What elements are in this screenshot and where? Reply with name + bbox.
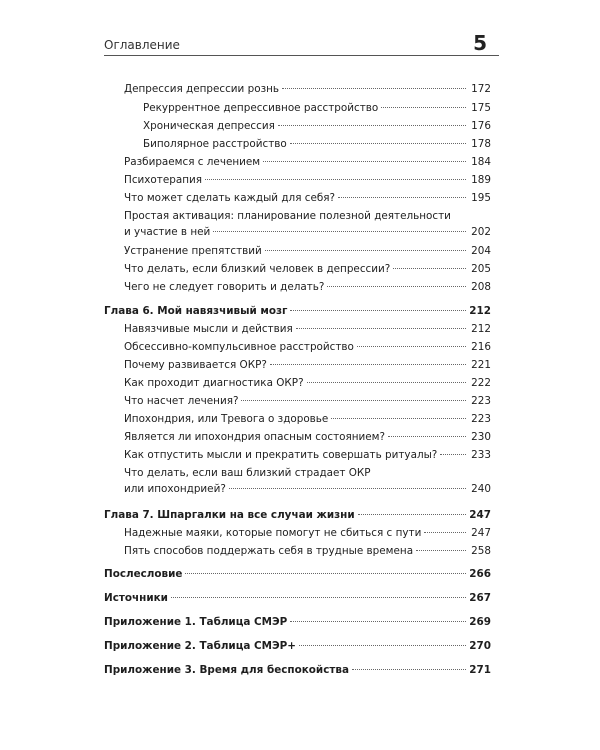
toc-entry-title: Простая активация: планирование полезной деятельности [124, 210, 451, 222]
toc-entry-page: 221 [471, 359, 491, 371]
toc-entry-page: 267 [469, 592, 491, 604]
toc-chapter-title: Приложение 1. Таблица СМЭР [104, 616, 288, 628]
toc-entry [124, 411, 491, 427]
dot-leader [185, 573, 466, 574]
toc-entry-page: 212 [469, 305, 491, 317]
toc-entry [124, 429, 491, 445]
toc-entry [124, 208, 491, 240]
dot-leader [357, 346, 466, 347]
toc-entry [124, 81, 491, 97]
toc-entry-title: Пять способов поддержать себя в трудные времена [124, 545, 414, 557]
dot-leader [241, 400, 466, 401]
toc-entry-page: 270 [469, 640, 491, 652]
dot-leader [213, 231, 466, 232]
toc-chapter-entry [104, 590, 491, 606]
dot-leader [265, 250, 466, 251]
dot-leader [296, 328, 466, 329]
dot-leader [278, 125, 466, 126]
toc-chapter-title: Приложение 3. Время для беспокойства [104, 664, 349, 676]
page-number: 5 [473, 31, 487, 55]
toc-entry-title: Является ли ипохондрия опасным состоянием? [124, 431, 386, 443]
dot-leader [290, 310, 466, 311]
toc-chapter-entry [104, 566, 491, 582]
dot-leader [331, 418, 466, 419]
toc-entry [124, 321, 491, 337]
dot-leader [388, 436, 466, 437]
toc-entry-page: 223 [471, 413, 491, 425]
toc-entry-page: 230 [471, 431, 491, 443]
toc-entry-page: 271 [469, 664, 491, 676]
toc-entry [124, 243, 491, 259]
toc-entry-title: Чего не следует говорить и делать? [124, 281, 325, 293]
toc-chapter-entry [104, 638, 491, 654]
toc-entry-title: Ипохондрия, или Тревога о здоровье [124, 413, 329, 425]
toc-entry [124, 543, 491, 559]
toc-entry [143, 118, 491, 134]
toc-entry [143, 136, 491, 152]
dot-leader [270, 364, 466, 365]
toc-entry [124, 339, 491, 355]
toc-entry-page: 247 [471, 527, 491, 539]
toc-entry-title: Психотерапия [124, 174, 202, 186]
dot-leader [327, 286, 466, 287]
toc-entry-title: Хроническая депрессия [143, 120, 275, 132]
toc-entry-page: 233 [471, 449, 491, 461]
dot-leader [440, 454, 466, 455]
toc-entry-page: 240 [471, 483, 491, 495]
toc-entry-page: 205 [471, 263, 491, 275]
toc-entry-page: 175 [471, 102, 491, 114]
toc-entry [124, 525, 491, 541]
toc-entry-title: Разбираемся с лечением [124, 156, 261, 168]
toc-entry-title: Рекуррентное депрессивное расстройство [143, 102, 379, 114]
toc-entry [124, 172, 491, 188]
toc-chapter-entry [104, 507, 491, 523]
toc-entry-title: Как отпустить мысли и прекратить совершать ритуалы? [124, 449, 438, 461]
dot-leader [263, 161, 466, 162]
toc-entry [124, 357, 491, 373]
toc-entry-title-cont: или ипохондрией? [124, 483, 226, 495]
toc-chapter-title: Послесловие [104, 568, 183, 580]
dot-leader [352, 669, 466, 670]
toc-entry-page: 266 [469, 568, 491, 580]
toc-entry-page: 184 [471, 156, 491, 168]
toc-entry [124, 154, 491, 170]
toc-entry [124, 447, 491, 463]
toc-entry-title: Устранение препятствий [124, 245, 262, 257]
toc-entry-page: 176 [471, 120, 491, 132]
toc-entry-page: 172 [471, 83, 491, 95]
dot-leader [282, 88, 466, 89]
toc-entry [124, 375, 491, 391]
dot-leader [416, 550, 466, 551]
toc-entry-title: Биполярное расстройство [143, 138, 287, 150]
running-head: Оглавление [104, 38, 180, 52]
toc-entry [143, 100, 491, 116]
dot-leader [307, 382, 466, 383]
toc-entry-title: Почему развивается ОКР? [124, 359, 267, 371]
toc-entry [124, 465, 491, 497]
toc-entry-title: Что делать, если близкий человек в депрессии? [124, 263, 391, 275]
toc-entry-page: 189 [471, 174, 491, 186]
toc-chapter-entry [104, 303, 491, 319]
toc-entry-page: 212 [471, 323, 491, 335]
toc-entry-page: 269 [469, 616, 491, 628]
dot-leader [229, 488, 466, 489]
toc-chapter-title: Приложение 2. Таблица СМЭР+ [104, 640, 296, 652]
toc-entry-title: Надежные маяки, которые помогут не сбиться с пути [124, 527, 422, 539]
dot-leader [205, 179, 466, 180]
toc-entry-page: 247 [469, 509, 491, 521]
toc-entry-page: 222 [471, 377, 491, 389]
toc-entry-page: 195 [471, 192, 491, 204]
toc-entry-page: 202 [471, 226, 491, 238]
dot-leader [424, 532, 466, 533]
toc-entry-page: 223 [471, 395, 491, 407]
toc-entry-page: 258 [471, 545, 491, 557]
toc-entry [124, 261, 491, 277]
dot-leader [290, 143, 466, 144]
toc-entry-title: Что делать, если ваш близкий страдает ОКР [124, 467, 371, 479]
toc-chapter-title: Глава 6. Мой навязчивый мозг [104, 305, 288, 317]
toc-entry [124, 190, 491, 206]
toc-chapter-entry [104, 662, 491, 678]
toc-entry-page: 178 [471, 138, 491, 150]
dot-leader [393, 268, 466, 269]
toc-entry-title: Навязчивые мысли и действия [124, 323, 293, 335]
dot-leader [171, 597, 466, 598]
toc-chapter-title: Глава 7. Шпаргалки на все случаи жизни [104, 509, 355, 521]
toc-entry-title: Что насчет лечения? [124, 395, 239, 407]
toc-entry [124, 393, 491, 409]
toc-entry-title-cont: и участие в ней [124, 226, 211, 238]
toc-entry-title: Что может сделать каждый для себя? [124, 192, 336, 204]
dot-leader [338, 197, 466, 198]
dot-leader [290, 621, 466, 622]
toc-entry-title: Депрессия депрессии рознь [124, 83, 280, 95]
toc-chapter-entry [104, 614, 491, 630]
toc-entry [124, 279, 491, 295]
toc-entry-title: Как проходит диагностика ОКР? [124, 377, 304, 389]
dot-leader [381, 107, 466, 108]
toc-entry-page: 208 [471, 281, 491, 293]
dot-leader [299, 645, 466, 646]
toc-chapter-title: Источники [104, 592, 168, 604]
dot-leader [358, 514, 466, 515]
toc-entry-page: 216 [471, 341, 491, 353]
toc-entry-title: Обсессивно-компульсивное расстройство [124, 341, 354, 353]
toc-entry-page: 204 [471, 245, 491, 257]
